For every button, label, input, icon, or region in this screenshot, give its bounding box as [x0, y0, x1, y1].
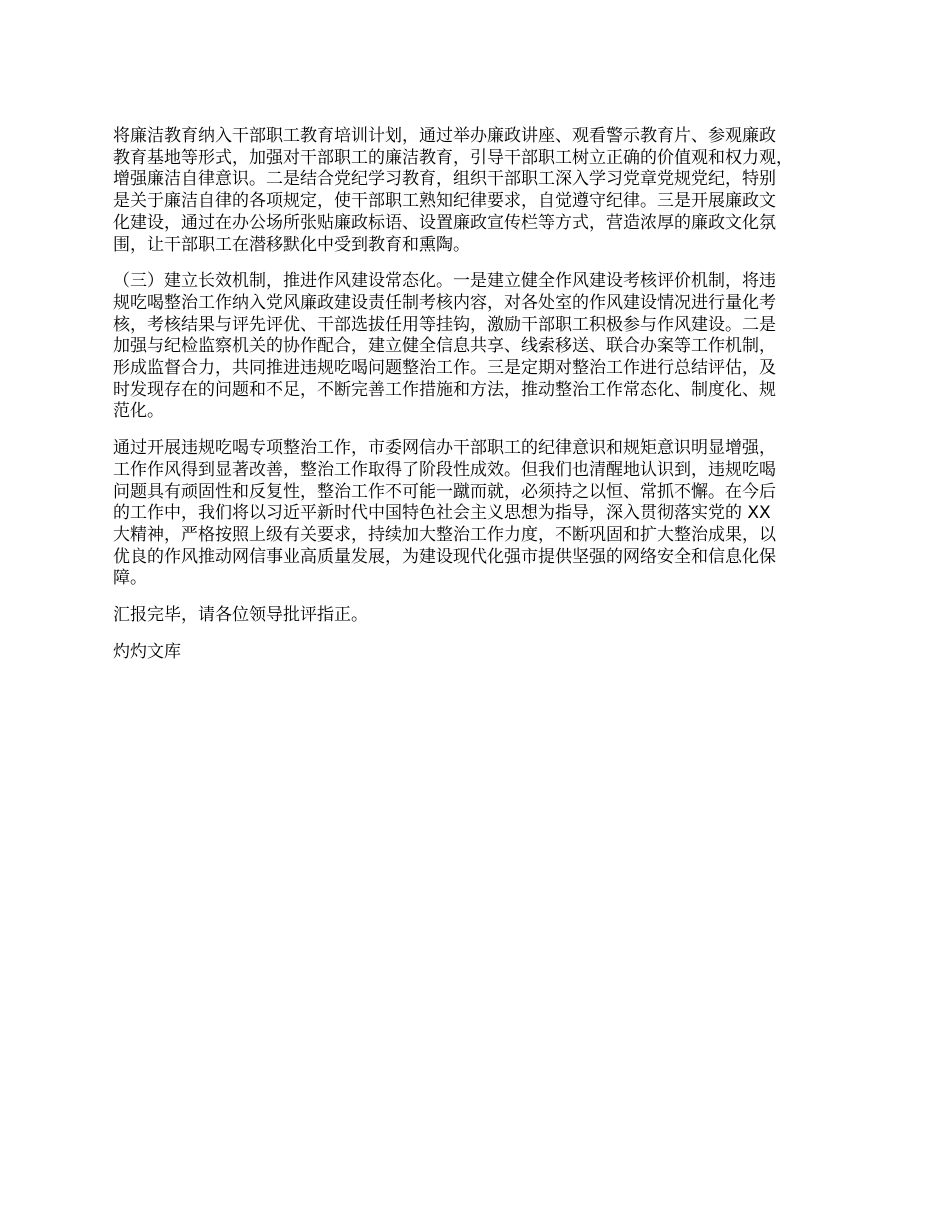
- paragraph-conclusion: [113, 438, 858, 590]
- text-line: 规吃喝整治工作纳入党风廉政建设责任制考核内容，对各处室的作风建设情况进行量化考: [113, 292, 776, 313]
- text-line: 化建设，通过在办公场所张贴廉政标语、设置廉政宣传栏等方式，营造浓厚的廉政文化氛: [113, 212, 776, 233]
- text-line: 范化。: [113, 401, 164, 422]
- text-line: 通过开展违规吃喝专项整治工作，市委网信办干部职工的纪律意识和规矩意识明显增强，: [113, 438, 776, 459]
- text-line: 灼灼文库: [113, 641, 181, 662]
- text-line: 将廉洁教育纳入干部职工教育培训计划，通过举办廉政讲座、观看警示教育片、参观廉政: [113, 126, 776, 146]
- document-body: [113, 126, 858, 678]
- text-line: 优良的作风推动网信事业高质量发展，为建设现代化强市提供坚强的网络安全和信息化保: [113, 546, 776, 567]
- paragraph-closing-remark: [113, 605, 858, 627]
- text-line: 时发现存在的问题和不足，不断完善工作措施和方法，推动整治工作常态化、制度化、规: [113, 379, 776, 400]
- text-line: 形成监督合力，共同推进违规吃喝问题整治工作。三是定期对整治工作进行总结评估，及: [113, 358, 776, 379]
- text-line: 工作作风得到显著改善，整治工作取得了阶段性成效。但我们也清醒地认识到，违规吃喝: [113, 459, 776, 480]
- text-line: 教育基地等形式，加强对干部职工的廉洁教育，引导干部职工树立正确的价值观和权力观，: [113, 147, 793, 168]
- text-line: 核，考核结果与评先评优、干部选拔任用等挂钩，激励干部职工积极参与作风建设。二是: [113, 314, 776, 335]
- text-line: （三）建立长效机制，推进作风建设常态化。一是建立健全作风建设考核评价机制，将违: [113, 271, 776, 292]
- text-line: 的工作中，我们将以习近平新时代中国特色社会主义思想为指导，深入贯彻落实党的 XX: [113, 503, 771, 524]
- text-line: 汇报完毕，请各位领导批评指正。: [113, 605, 368, 626]
- paragraph-integrity-education: [113, 126, 858, 256]
- text-line: 围，让干部职工在潜移默化中受到教育和熏陶。: [113, 234, 470, 255]
- text-line: 增强廉洁自律意识。二是结合党纪学习教育，组织干部职工深入学习党章党规党纪，特别: [113, 169, 776, 190]
- paragraph-long-term-mechanism: [113, 271, 858, 423]
- text-line: 障。: [113, 568, 147, 589]
- text-line: 加强与纪检监察机关的协作配合，建立健全信息共享、线索移送、联合办案等工作机制，: [113, 336, 776, 357]
- text-line: 是关于廉洁自律的各项规定，使干部职工熟知纪律要求，自觉遵守纪律。三是开展廉政文: [113, 191, 776, 212]
- text-line: 大精神，严格按照上级有关要求，持续加大整治工作力度，不断巩固和扩大整治成果，以: [113, 524, 776, 545]
- text-line: 问题具有顽固性和反复性，整治工作不可能一蹴而就，必须持之以恒、常抓不懈。在今后: [113, 481, 776, 502]
- paragraph-source: [113, 642, 858, 664]
